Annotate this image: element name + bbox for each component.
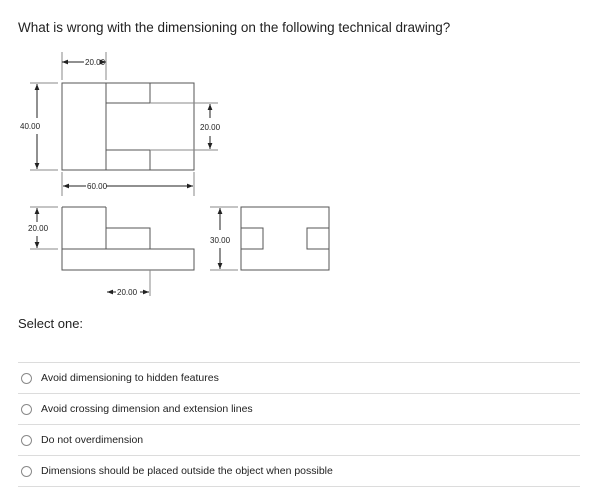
option-4[interactable] [18,455,580,487]
radio-button[interactable] [21,466,32,477]
option-label: Dimensions should be placed outside the object when possible [41,465,333,477]
dim-bottom-width: 20.00 [117,288,138,297]
dim-overall-width: 60.00 [87,182,108,191]
radio-button[interactable] [21,404,32,415]
option-label: Do not overdimension [41,434,144,446]
select-one-label: Select one: [18,316,84,331]
dim-side-height: 30.00 [210,236,231,245]
option-1[interactable] [18,362,580,393]
dim-top-width: 20.00 [85,58,106,67]
option-3[interactable] [18,424,580,455]
option-label: Avoid crossing dimension and extension lines [41,403,253,415]
radio-button[interactable] [21,435,32,446]
option-2[interactable] [18,393,580,424]
dim-right-height: 20.00 [200,123,221,132]
option-label: Avoid dimensioning to hidden features [41,372,219,384]
dim-left-height: 40.00 [20,122,41,131]
top-view [30,52,218,170]
dim-front-height: 20.00 [28,224,49,233]
question-text: What is wrong with the dimensioning on the following technical drawing? [18,20,451,35]
answer-options [18,362,580,487]
front-view [30,207,194,296]
radio-button[interactable] [21,373,32,384]
